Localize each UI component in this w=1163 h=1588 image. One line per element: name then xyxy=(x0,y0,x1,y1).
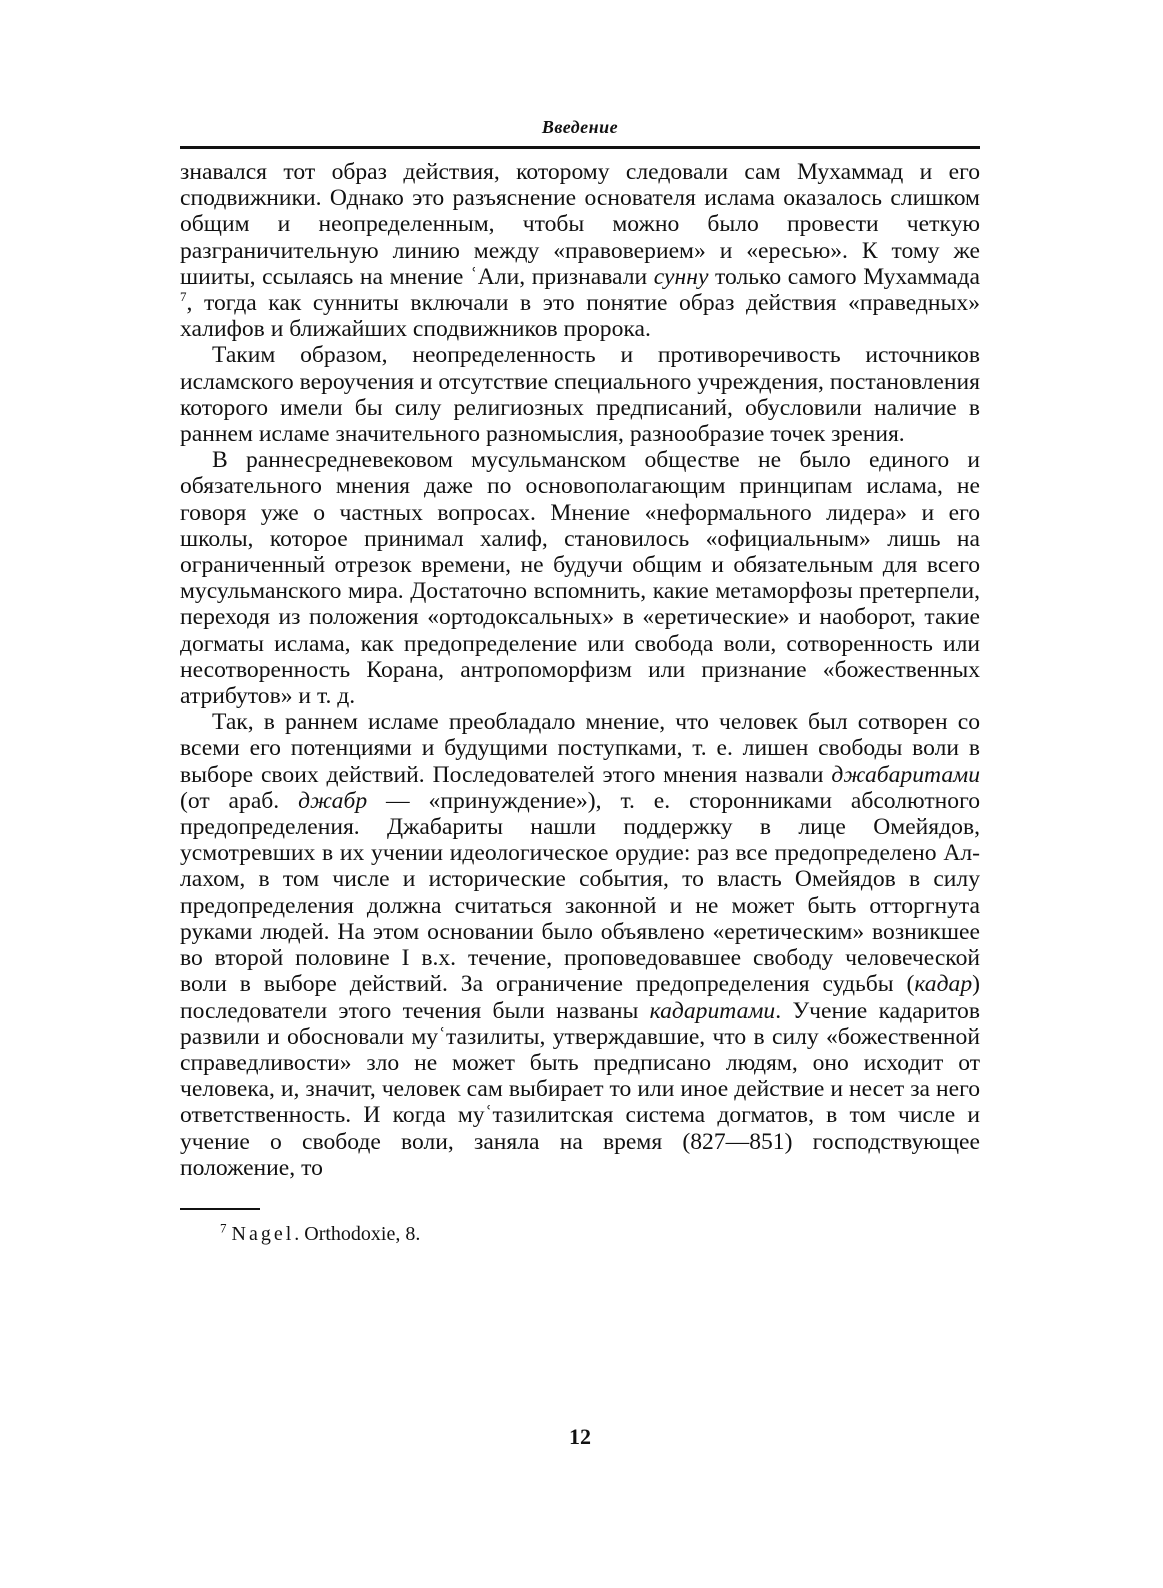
italic-term: джабаритами xyxy=(831,761,980,788)
text-run: знавался тот образ действия, которому следовали сам Мухаммад и его сподвижники. Однако это разъяснение основателя ислама оказалось слишком общим и неопределенным, чтобы можно было провести четкую разграничительную линию между «правоверием» и «ересью». К тому же шииты, ссылаясь на мнение ʿАли, признавали xyxy=(180,159,980,290)
book-page xyxy=(180,112,980,1512)
text-run: ) последователи этого течения были названы xyxy=(180,971,980,1024)
main-text xyxy=(180,159,980,1181)
text-run: только самого Мухаммада xyxy=(708,263,980,290)
text-run: Таким образом, неопределенность и противоречивость источников исламского вероучения и отсутствие специального учреждения, постановления которого имели бы силу религиозных предписаний, обусловили наличие в раннем исламе значительного разномыслия, разнообразие точек зрения. xyxy=(180,342,980,448)
text-run: , тогда как сунниты включали в это понятие образ действия «праведных» халифов и ближайших сподвижников пророка. xyxy=(180,290,980,343)
paragraph xyxy=(180,342,980,447)
page-number: 12 xyxy=(569,1424,591,1449)
running-head: Введение xyxy=(541,117,619,137)
text-run: (от араб. xyxy=(180,787,299,814)
italic-term: кадар xyxy=(914,971,973,998)
footnote-author: Nagel xyxy=(231,1222,295,1245)
italic-term: джабр xyxy=(298,787,368,814)
paragraph xyxy=(180,709,980,1181)
text-run: — «принуждение»), т. е. сторонниками абсолютного предопределения. Джабариты нашли поддержку в лице Омейядов, усмотревших в их учении идеологическое орудие: раз все предопределено Аллахом, в том числе и исторические события, то власть Омейядов в силу предопределения должна считаться законной и не может быть отторгнута руками людей. На этом основании было объявлено «еретическим» возникшее во второй половине I в.х. течение, проповедовавшее свободу человеческой воли в выборе действий. За ограничение предопределения судьбы ( xyxy=(180,787,980,998)
footnote-mark: 7 xyxy=(220,1220,227,1236)
italic-term: кадаритами xyxy=(649,997,776,1024)
header-rule xyxy=(180,146,980,149)
footnote xyxy=(180,1220,980,1248)
text-run: В раннесредневековом мусульманском обществе не было единого и обязательного мнения даже по основополагающим принципам ислама, не говоря уже о частных вопросах. Мнение «неформального лидера» и его школы, которое принимал халиф, становилось «официальным» лишь на ограниченный отрезок времени, не будучи общим и обязательным для всего мусульманского мира. Достаточно вспомнить, какие метаморфозы претерпели, переходя из положения «ортодоксальных» в «еретические» и наоборот, такие догматы ислама, как предопределение или свобода воли, сотворенность или несотворенность Корана, антропоморфизм или признание «божественных атрибутов» и т. д. xyxy=(180,447,980,710)
text-run: Так, в раннем исламе преобладало мнение, что человек был сотворен со всеми его потенциями и будущими поступками, т. е. лишен свободы воли в выборе своих действий. Последователей этого мнения назвали xyxy=(180,709,980,788)
footnote-rule xyxy=(180,1208,260,1210)
footnote-text: . Orthodoxie, 8. xyxy=(294,1222,421,1245)
text-run: . Учение кадаритов развили и обосновали муʿтазилиты, утверждавшие, что в силу «божественной справедливости» зло не может быть предписано людям, оно исходит от человека, и, значит, человек сам выбирает то или иное действие и несет за него ответственность. И когда муʿтазилитская система догматов, в том числе и учение о свободе воли, заняла на время (827—851) господствующее положение, то xyxy=(180,997,980,1181)
paragraph xyxy=(180,159,980,342)
footnote-reference: 7 xyxy=(180,289,187,305)
italic-term: сунну xyxy=(653,263,709,290)
paragraph xyxy=(180,447,980,709)
